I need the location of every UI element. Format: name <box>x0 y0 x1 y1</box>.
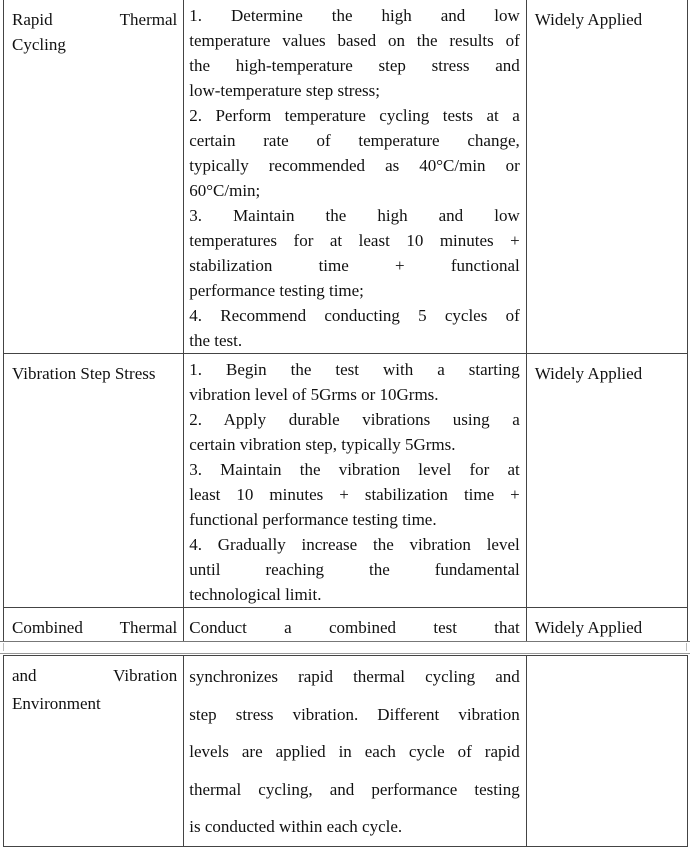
description-line: synchronizes rapid thermal cycling and <box>189 667 520 686</box>
step-line: stabilization time + functional <box>189 256 520 275</box>
method-line: Cycling <box>12 35 66 54</box>
step-line: 3. Maintain the high and low <box>189 206 520 225</box>
status-text <box>527 656 687 663</box>
step-line: least 10 minutes + stabilization time + <box>189 485 520 504</box>
method-line: Environment <box>12 694 101 713</box>
steps-cell <box>184 354 527 608</box>
method-line: Rapid Thermal <box>12 10 178 29</box>
step-line: certain vibration step, typically 5Grms. <box>189 435 456 454</box>
step-line: temperatures for at least 10 minutes + <box>189 231 520 250</box>
table-row <box>4 608 688 645</box>
status-cell <box>526 354 687 608</box>
description-line: levels are applied in each cycle of rapid <box>189 742 520 761</box>
method-cell <box>4 0 184 354</box>
step-line: 4. Recommend conducting 5 cycles of <box>189 306 520 325</box>
steps-cell <box>184 608 527 645</box>
step-line: low-temperature step stress; <box>189 81 380 100</box>
step-line: 2. Apply durable vibrations using a <box>189 410 520 429</box>
description-cell <box>184 656 527 847</box>
method-line: Combined Thermal <box>12 618 178 637</box>
step-line: 4. Gradually increase the vibration level <box>189 535 520 554</box>
step-line: functional performance testing time. <box>189 510 437 529</box>
page-break <box>0 641 690 655</box>
method-cell <box>4 656 184 847</box>
step-line: Conduct a combined test that <box>189 618 520 637</box>
method-line: Vibration Step Stress <box>12 364 156 383</box>
method-cell <box>4 354 184 608</box>
table-row <box>4 0 688 354</box>
table-row <box>4 656 688 847</box>
step-line: the test. <box>189 331 243 350</box>
description-line: is conducted within each cycle. <box>189 817 403 836</box>
step-line: typically recommended as 40°C/min or <box>189 156 520 175</box>
status-cell <box>526 656 687 847</box>
stress-test-methods-table-continued <box>3 655 688 847</box>
steps-cell <box>184 0 527 354</box>
step-line: 60°C/min; <box>189 181 261 200</box>
step-line: temperature values based on the results of <box>189 31 520 50</box>
method-cell <box>4 608 184 645</box>
description-line: thermal cycling, and performance testing <box>189 779 520 799</box>
step-line: 1. Begin the test with a starting <box>189 360 520 379</box>
step-line: the high-temperature step stress and <box>189 56 520 75</box>
status-text: Widely Applied <box>534 10 643 29</box>
step-line: until reaching the fundamental <box>189 560 520 579</box>
step-line: 1. Determine the high and low <box>189 6 520 25</box>
status-text: Widely Applied <box>534 618 643 637</box>
step-line: performance testing time; <box>189 281 364 300</box>
status-cell <box>526 0 687 354</box>
status-text: Widely Applied <box>534 364 643 383</box>
stress-test-methods-table <box>3 0 688 645</box>
table-row <box>4 354 688 608</box>
step-line: vibration level of 5Grms or 10Grms. <box>189 385 439 404</box>
step-line: certain rate of temperature change, <box>189 131 520 150</box>
method-line: and Vibration <box>12 666 178 685</box>
step-line: 2. Perform temperature cycling tests at a <box>189 106 520 125</box>
description-line: step stress vibration. Different vibration <box>189 704 520 724</box>
step-line: 3. Maintain the vibration level for at <box>189 460 520 479</box>
step-line: technological limit. <box>189 585 322 604</box>
status-cell <box>526 608 687 645</box>
